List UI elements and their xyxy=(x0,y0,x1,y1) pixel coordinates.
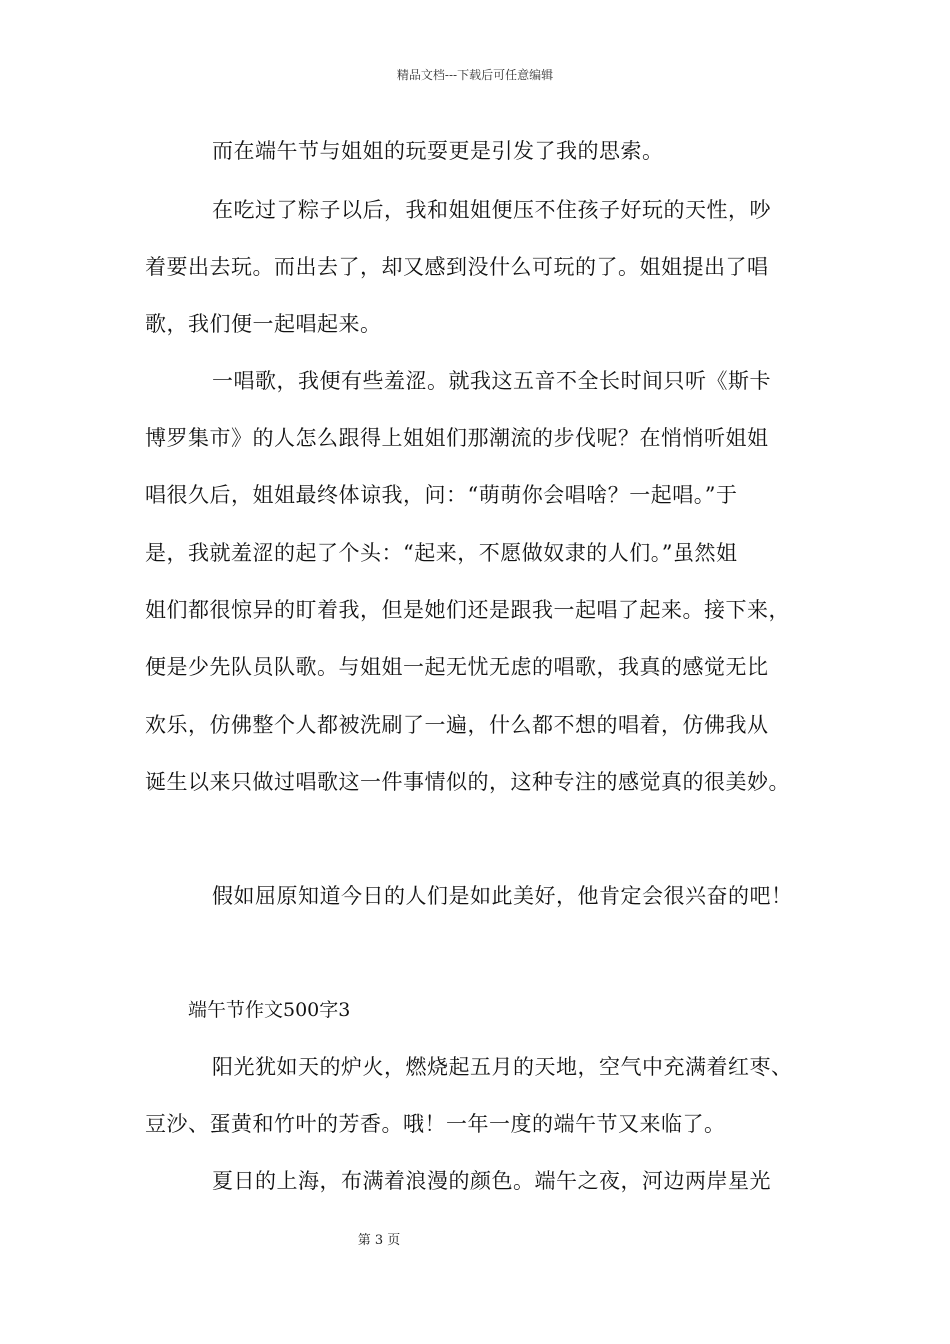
paragraph-line: 欢乐，仿佛整个人都被洗刷了一遍，什么都不想的唱着，仿佛我从 xyxy=(145,713,769,737)
paragraph-line: 豆沙、蛋黄和竹叶的芳香。哦！一年一度的端午节又来临了。 xyxy=(145,1112,726,1136)
paragraph-line: 阳光犹如天的炉火，燃烧起五月的天地，空气中充满着红枣、 xyxy=(212,1055,793,1079)
paragraph-line: 诞生以来只做过唱歌这一件事情似的，这种专注的感觉真的很美妙。 xyxy=(145,770,790,794)
paragraph-line: 博罗集市》的人怎么跟得上姐姐们那潮流的步伐呢？在悄悄听姐姐 xyxy=(145,426,769,450)
paragraph-line: 歌，我们便一起唱起来。 xyxy=(145,312,382,336)
paragraph-line: 便是少先队员队歌。与姐姐一起无忧无虑的唱歌，我真的感觉无比 xyxy=(145,655,769,679)
page-number: 第 3 页 xyxy=(357,1233,401,1248)
paragraph-line: 姐们都很惊异的盯着我，但是她们还是跟我一起唱了起来。接下来， xyxy=(145,598,790,622)
page-header: 精品文档---下载后可任意编辑 xyxy=(396,68,554,82)
paragraph-line: 而在端午节与姐姐的玩耍更是引发了我的思索。 xyxy=(212,139,664,163)
section-title: 端午节作文500字3 xyxy=(188,999,351,1021)
paragraph-line: 是，我就羞涩的起了个头：“起来，不愿做奴隶的人们。”虽然姐 xyxy=(145,541,738,565)
paragraph-line: 假如屈原知道今日的人们是如此美好，他肯定会很兴奋的吧！ xyxy=(212,884,793,908)
paragraph-line: 着要出去玩。而出去了，却又感到没什么可玩的了。姐姐提出了唱 xyxy=(145,255,769,279)
paragraph-line: 在吃过了粽子以后，我和姐姐便压不住孩子好玩的天性，吵 xyxy=(212,198,771,222)
paragraph-line: 唱很久后，姐姐最终体谅我，问：“萌萌你会唱啥？一起唱。”于 xyxy=(145,483,738,507)
paragraph-line: 一唱歌，我便有些羞涩。就我这五音不全长时间只听《斯卡 xyxy=(212,369,771,393)
paragraph-line: 夏日的上海，布满着浪漫的颜色。端午之夜，河边两岸星光 xyxy=(212,1169,771,1193)
